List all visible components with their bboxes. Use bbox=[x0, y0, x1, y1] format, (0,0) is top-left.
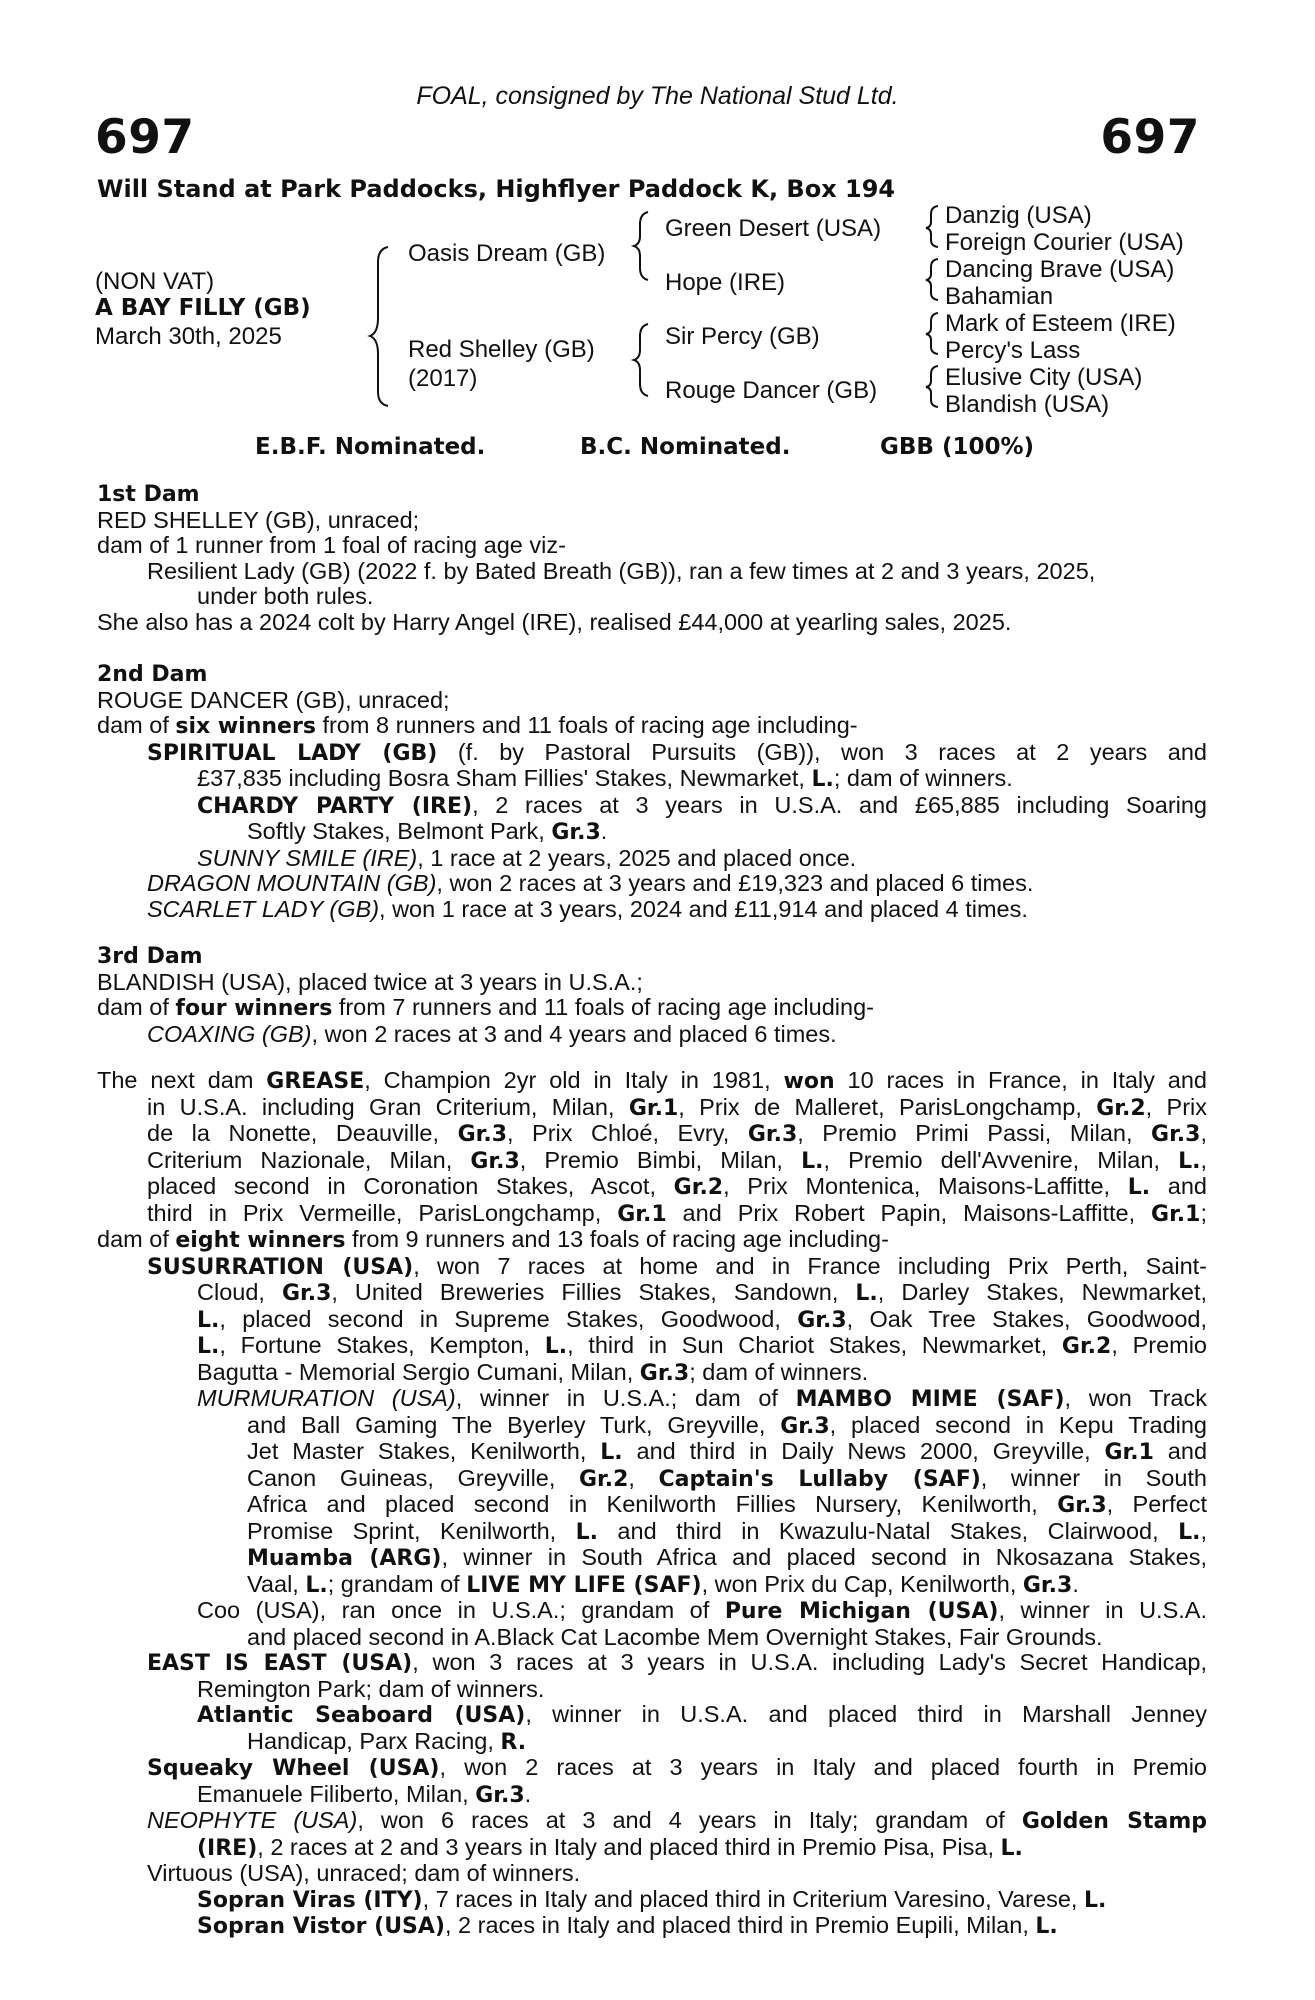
text: , Fortune Stakes, Kempton, bbox=[219, 1332, 545, 1358]
horse-name: Muamba (ARG) bbox=[247, 1546, 442, 1571]
next-dam-line bbox=[97, 1650, 1207, 1677]
horse-name: SPIRITUAL LADY (GB) bbox=[147, 740, 438, 766]
text: and third in Kwazulu-Natal Stakes, Clairwood, bbox=[598, 1517, 1179, 1544]
grade: L. bbox=[1127, 1175, 1151, 1200]
third-dam-heading: 3rd Dam bbox=[97, 944, 203, 969]
text: ; grandam of bbox=[327, 1570, 467, 1597]
dam-year: (2017) bbox=[408, 365, 478, 392]
text: dam of bbox=[97, 994, 176, 1020]
grade: L. bbox=[1000, 1835, 1023, 1861]
text: Coo (USA), ran once in U.S.A.; grandam of bbox=[197, 1597, 725, 1623]
grade: L. bbox=[1083, 1887, 1107, 1913]
text: Jet Master Stakes, Kenilworth, bbox=[247, 1438, 601, 1464]
text: , winner in U.S.A.; dam of bbox=[455, 1385, 796, 1411]
gg-8: Blandish (USA) bbox=[945, 391, 1110, 418]
next-dam-line bbox=[97, 1729, 1207, 1756]
next-dam-line bbox=[97, 1519, 1207, 1546]
gg-7: Elusive City (USA) bbox=[945, 364, 1143, 391]
third-dam-line: BLANDISH (USA), placed twice at 3 years in U.S.A.; bbox=[97, 968, 643, 995]
next-dam-line bbox=[97, 1360, 1207, 1387]
next-dam-line bbox=[97, 1307, 1207, 1334]
third-dam-line bbox=[97, 1022, 1207, 1048]
text: , 2 races in Italy and placed third in Premio Eupili, Milan, bbox=[444, 1912, 1036, 1938]
text: ; bbox=[1200, 1199, 1207, 1226]
text: , Prix bbox=[1145, 1093, 1207, 1120]
text: from 8 runners and 11 foals of racing age including- bbox=[315, 712, 858, 738]
text: , United Breweries Fillies Stakes, Sandown, bbox=[331, 1279, 856, 1305]
grade: Gr.1 bbox=[1151, 1201, 1201, 1227]
text: from 9 runners and 13 foals of racing age including- bbox=[345, 1226, 889, 1252]
text: dam of bbox=[97, 712, 176, 738]
text: , Perfect bbox=[1106, 1491, 1207, 1517]
horse-name: LIVE MY LIFE (SAF) bbox=[466, 1572, 702, 1598]
gg-3: Dancing Brave (USA) bbox=[945, 256, 1175, 283]
text: Promise Sprint, Kenilworth, bbox=[247, 1517, 576, 1544]
text: , won 3 races at 3 years in U.S.A. including Lady's Secret Handicap, bbox=[412, 1649, 1208, 1675]
next-dam-line bbox=[97, 1413, 1207, 1440]
horse-name: CHARDY PARTY (IRE) bbox=[197, 793, 473, 819]
horse-name: Captain's Lullaby (SAF) bbox=[658, 1466, 981, 1492]
text: , Prix de Malleret, ParisLongchamp, bbox=[678, 1093, 1097, 1120]
text: , third in Sun Chariot Stakes, Newmarket, bbox=[567, 1332, 1062, 1358]
grade: L. bbox=[1035, 1914, 1058, 1939]
grade: Gr.1 bbox=[1104, 1440, 1154, 1465]
grade: L. bbox=[600, 1440, 623, 1465]
text: from 7 runners and 11 foals of racing age including- bbox=[332, 994, 874, 1020]
grade: Gr.1 bbox=[628, 1095, 679, 1121]
dam-sire: Sir Percy (GB) bbox=[665, 323, 820, 350]
text: third in Prix Vermeille, ParisLongchamp, bbox=[147, 1199, 618, 1226]
text: , placed second in Supreme Stakes, Goodwood, bbox=[219, 1305, 798, 1332]
text: in U.S.A. including Gran Criterium, Milan, bbox=[147, 1093, 629, 1120]
second-dam-line bbox=[97, 819, 1207, 846]
horse-name: Pure Michigan (USA) bbox=[724, 1599, 999, 1624]
horse-name: (IRE) bbox=[197, 1835, 258, 1861]
brace-main bbox=[370, 247, 388, 406]
grade: Gr.3 bbox=[457, 1122, 507, 1147]
text: and third in Daily News 2000, Greyville, bbox=[622, 1438, 1105, 1464]
first-dam-heading: 1st Dam bbox=[97, 482, 200, 507]
second-dam-line bbox=[97, 793, 1207, 820]
grade: L. bbox=[811, 767, 834, 792]
grade: L. bbox=[801, 1148, 824, 1174]
text: , won Track bbox=[1064, 1385, 1207, 1411]
horse-name: GREASE bbox=[266, 1069, 365, 1094]
grade: Gr.3 bbox=[281, 1281, 332, 1306]
text: , 1 race at 2 years, 2025 and placed once. bbox=[417, 844, 857, 871]
text: , bbox=[1200, 1517, 1207, 1544]
next-dam-line bbox=[97, 1068, 1207, 1095]
next-dam-line bbox=[97, 1201, 1207, 1228]
text: , Darley Stakes, Newmarket, bbox=[877, 1279, 1207, 1305]
next-dam-line bbox=[97, 1121, 1207, 1148]
horse-name: Squeaky Wheel (USA) bbox=[147, 1756, 440, 1781]
gg-4: Bahamian bbox=[945, 283, 1054, 310]
third-dam-line bbox=[97, 995, 1207, 1022]
text: Africa and placed second in Kenilworth Fillies Nursery, Kenilworth, bbox=[247, 1491, 1058, 1517]
text: , bbox=[1200, 1120, 1207, 1146]
next-dam-line bbox=[97, 1466, 1207, 1493]
grade: Gr.2 bbox=[1096, 1095, 1146, 1121]
horse-name: Sopran Vistor (USA) bbox=[197, 1914, 445, 1939]
grade: Gr.3 bbox=[551, 820, 601, 845]
next-dam-line bbox=[97, 1702, 1207, 1729]
grade: Gr.3 bbox=[639, 1360, 690, 1386]
grade: Gr.3 bbox=[1057, 1493, 1107, 1518]
horse-name: EAST IS EAST (USA) bbox=[147, 1651, 413, 1676]
text: , 2 races at 2 and 3 years in Italy and placed third in Premio Pisa, Pisa, bbox=[257, 1833, 1001, 1860]
horse-name: DRAGON MOUNTAIN (GB) bbox=[147, 870, 437, 896]
text: 10 races in France, in Italy and bbox=[834, 1067, 1207, 1093]
gbb-status: GBB (100%) bbox=[880, 434, 1035, 460]
text: and bbox=[1153, 1438, 1208, 1464]
next-dam-line bbox=[97, 1280, 1207, 1307]
sire-sire: Green Desert (USA) bbox=[665, 215, 882, 242]
text: . bbox=[600, 818, 608, 844]
text: , bbox=[1200, 1146, 1207, 1173]
grade: L. bbox=[305, 1572, 328, 1598]
text: , won 2 races at 3 years in Italy and placed fourth in Premio bbox=[439, 1754, 1207, 1780]
next-dam-line bbox=[97, 1835, 1207, 1862]
second-dam-heading: 2nd Dam bbox=[97, 662, 208, 687]
stand-location: Will Stand at Park Paddocks, Highflyer Paddock K, Box 194 bbox=[97, 175, 896, 203]
first-dam-line: RED SHELLEY (GB), unraced; bbox=[97, 506, 420, 533]
text: , placed second in Kepu Trading bbox=[829, 1411, 1208, 1438]
horse-name: Sopran Viras (ITY) bbox=[197, 1887, 423, 1913]
horse-name: SUNNY SMILE (IRE) bbox=[197, 844, 418, 871]
text: de la Nonette, Deauville, bbox=[147, 1120, 458, 1146]
text: Vaal, bbox=[247, 1570, 306, 1597]
text: , Premio Bimbi, Milan, bbox=[519, 1146, 802, 1173]
brace-dam bbox=[634, 324, 648, 396]
grade: L. bbox=[1178, 1148, 1201, 1174]
next-dam-line bbox=[97, 1782, 1207, 1809]
second-dam-line bbox=[97, 871, 1207, 897]
second-dam-line bbox=[97, 740, 1207, 767]
text: Handicap, Parx Racing, bbox=[247, 1727, 501, 1754]
next-dam-line bbox=[97, 1439, 1207, 1466]
text: , Premio Primi Passi, Milan, bbox=[797, 1120, 1152, 1146]
text: Softly Stakes, Belmont Park, bbox=[247, 818, 552, 844]
grade: Gr.2 bbox=[673, 1175, 724, 1200]
grade: L. bbox=[197, 1334, 220, 1359]
horse-name: COAXING (GB) bbox=[147, 1020, 312, 1047]
text: , 2 races at 3 years in U.S.A. and £65,885 including Soaring bbox=[472, 791, 1208, 818]
grade: L. bbox=[544, 1334, 568, 1359]
grade: L. bbox=[855, 1281, 878, 1306]
first-dam-section bbox=[97, 482, 1207, 635]
grade: Gr.3 bbox=[470, 1148, 520, 1174]
second-dam-section bbox=[97, 662, 1207, 922]
text: Bagutta - Memorial Sergio Cumani, Milan, bbox=[197, 1358, 640, 1385]
grade: Gr.3 bbox=[1022, 1572, 1073, 1598]
grade: Gr.3 bbox=[780, 1413, 830, 1439]
next-dam-line bbox=[97, 1095, 1207, 1122]
next-dam-line: Virtuous (USA), unraced; dam of winners. bbox=[147, 1860, 581, 1886]
gg-5: Mark of Esteem (IRE) bbox=[945, 310, 1176, 337]
vat-status: (NON VAT) bbox=[95, 268, 215, 295]
horse-name: MAMBO MIME (SAF) bbox=[795, 1387, 1065, 1412]
next-dam-line: Remington Park; dam of winners. bbox=[197, 1675, 545, 1702]
text: Criterium Nazionale, Milan, bbox=[147, 1146, 471, 1173]
gg-1: Danzig (USA) bbox=[945, 202, 1092, 229]
second-dam-line bbox=[97, 846, 1207, 872]
text: , Champion 2yr old in Italy in 1981, bbox=[364, 1067, 784, 1093]
horse-name: NEOPHYTE (USA) bbox=[147, 1807, 358, 1833]
next-dam-line bbox=[97, 1572, 1207, 1599]
brace-g2 bbox=[926, 259, 938, 300]
text: The next dam bbox=[97, 1067, 267, 1093]
text: , won 6 races at 3 and 4 years in Italy; grandam of bbox=[357, 1807, 1022, 1833]
text: and Prix Robert Papin, Maisons-Laffitte, bbox=[666, 1199, 1152, 1226]
winners-count: six winners bbox=[175, 714, 316, 739]
next-dam-line bbox=[97, 1913, 1207, 1940]
horse-name: Atlantic Seaboard (USA) bbox=[197, 1703, 526, 1728]
next-dam-line bbox=[97, 1333, 1207, 1360]
brace-g1 bbox=[926, 206, 938, 247]
gg-6: Percy's Lass bbox=[945, 337, 1081, 364]
first-dam-line: dam of 1 runner from 1 foal of racing age viz- bbox=[97, 532, 566, 558]
horse-name: SCARLET LADY (GB) bbox=[147, 895, 380, 922]
text: , Oak Tree Stakes, Goodwood, bbox=[846, 1305, 1207, 1332]
winners-count: eight winners bbox=[175, 1228, 346, 1253]
text: and bbox=[1150, 1173, 1207, 1199]
sire: Oasis Dream (GB) bbox=[408, 240, 606, 267]
grade: Gr.3 bbox=[475, 1782, 525, 1808]
dam: Red Shelley (GB) bbox=[408, 336, 595, 363]
next-dam-line bbox=[97, 1227, 1207, 1254]
text: , won 2 races at 3 and 4 years and placed 6 times. bbox=[311, 1020, 837, 1047]
second-dam-line: ROUGE DANCER (GB), unraced; bbox=[97, 686, 450, 713]
text: , won 2 races at 3 years and £19,323 and placed 6 times. bbox=[436, 870, 1034, 896]
text: . bbox=[1072, 1570, 1079, 1597]
next-dam-line: and placed second in A.Black Cat Lacombe Mem Overnight Stakes, Fair Grounds. bbox=[247, 1623, 1103, 1650]
next-dam-line bbox=[97, 1755, 1207, 1782]
text: placed second in Coronation Stakes, Ascot, bbox=[147, 1173, 674, 1199]
second-dam-line bbox=[97, 766, 1207, 793]
emphasis: won bbox=[783, 1069, 835, 1094]
grade: L. bbox=[1178, 1519, 1201, 1545]
text: , winner in U.S.A. and placed third in Marshall Jenney bbox=[525, 1701, 1207, 1727]
brace-g3 bbox=[926, 313, 938, 354]
lot-number-right: 697 bbox=[1100, 110, 1200, 165]
text: , Premio bbox=[1111, 1332, 1208, 1358]
text: and Ball Gaming The Byerley Turk, Greyville, bbox=[247, 1411, 781, 1438]
grade: Gr.3 bbox=[747, 1122, 798, 1147]
dam-dam: Rouge Dancer (GB) bbox=[665, 377, 878, 404]
grade: Gr.1 bbox=[617, 1201, 667, 1227]
lot-number-left: 697 bbox=[95, 110, 195, 165]
next-dam-line bbox=[97, 1174, 1207, 1201]
first-dam-line: under both rules. bbox=[197, 583, 374, 609]
grade: R. bbox=[500, 1729, 527, 1755]
text: . bbox=[524, 1780, 532, 1807]
text: , won 7 races at home and in France including Prix Perth, Saint- bbox=[413, 1252, 1207, 1279]
text: ; dam of winners. bbox=[833, 765, 1013, 791]
next-dam-line bbox=[97, 1545, 1207, 1572]
text: , winner in U.S.A. bbox=[998, 1597, 1207, 1623]
text: , won 1 race at 3 years, 2024 and £11,914 and placed 4 times. bbox=[379, 895, 1028, 922]
brace-g4 bbox=[926, 366, 938, 407]
foaling-date: March 30th, 2025 bbox=[95, 323, 282, 350]
text: , bbox=[628, 1464, 659, 1491]
grade: Gr.2 bbox=[1061, 1334, 1112, 1359]
winners-count: four winners bbox=[175, 996, 333, 1021]
text: , Premio dell'Avvenire, Milan, bbox=[823, 1146, 1179, 1173]
consignment-line: FOAL, consigned by The National Stud Ltd. bbox=[416, 82, 899, 110]
next-dam-line bbox=[97, 1492, 1207, 1519]
text: , winner in South bbox=[980, 1464, 1207, 1491]
ebf-nomination: E.B.F. Nominated. bbox=[255, 434, 486, 460]
text: Emanuele Filiberto, Milan, bbox=[197, 1780, 476, 1807]
first-dam-line: She also has a 2024 colt by Harry Angel (IRE), realised £44,000 at yearling sales, 2025. bbox=[97, 608, 1012, 635]
next-dam-line bbox=[97, 1598, 1207, 1625]
text: , 7 races in Italy and placed third in Criterium Varesino, Varese, bbox=[422, 1885, 1084, 1912]
text: Canon Guineas, Greyville, bbox=[247, 1464, 579, 1491]
sire-dam: Hope (IRE) bbox=[665, 269, 786, 296]
bc-nomination: B.C. Nominated. bbox=[580, 434, 791, 460]
second-dam-line bbox=[97, 897, 1207, 923]
grade: Gr.2 bbox=[578, 1466, 629, 1492]
next-dam-line bbox=[97, 1808, 1207, 1835]
horse-name: SUSURRATION (USA) bbox=[147, 1254, 414, 1280]
text: ; dam of winners. bbox=[689, 1358, 869, 1385]
grade: L. bbox=[575, 1519, 599, 1545]
grade: Gr.3 bbox=[1151, 1122, 1201, 1147]
brace-sire bbox=[634, 212, 648, 280]
next-dam-line bbox=[97, 1148, 1207, 1175]
next-dam-line bbox=[97, 1254, 1207, 1281]
text: dam of bbox=[97, 1226, 176, 1252]
text: Cloud, bbox=[197, 1279, 282, 1305]
second-dam-line bbox=[97, 713, 1207, 740]
horse-name: Golden Stamp bbox=[1021, 1809, 1207, 1834]
text: , Prix Montenica, Maisons-Laffitte, bbox=[723, 1173, 1128, 1199]
text: , winner in South Africa and placed second in Nkosazana Stakes, bbox=[441, 1544, 1207, 1570]
next-dam-section bbox=[97, 1068, 1207, 1940]
first-dam-line: Resilient Lady (GB) (2022 f. by Bated Breath (GB)), ran a few times at 2 and 3 years, 2025, bbox=[147, 557, 1096, 584]
grade: L. bbox=[197, 1307, 220, 1333]
next-dam-line bbox=[97, 1887, 1207, 1914]
horse-name: A BAY FILLY (GB) bbox=[95, 295, 311, 321]
horse-name: MURMURATION (USA) bbox=[197, 1385, 456, 1411]
text: £37,835 including Bosra Sham Fillies' Stakes, Newmarket, bbox=[197, 765, 812, 791]
grade: Gr.3 bbox=[797, 1307, 847, 1333]
text: (f. by Pastoral Pursuits (GB)), won 3 races at 2 years and bbox=[437, 738, 1207, 765]
text: , Prix Chloé, Evry, bbox=[507, 1120, 748, 1146]
text: , won Prix du Cap, Kenilworth, bbox=[701, 1570, 1023, 1597]
gg-2: Foreign Courier (USA) bbox=[945, 229, 1184, 256]
next-dam-line bbox=[97, 1386, 1207, 1413]
third-dam-section bbox=[97, 944, 1207, 1047]
